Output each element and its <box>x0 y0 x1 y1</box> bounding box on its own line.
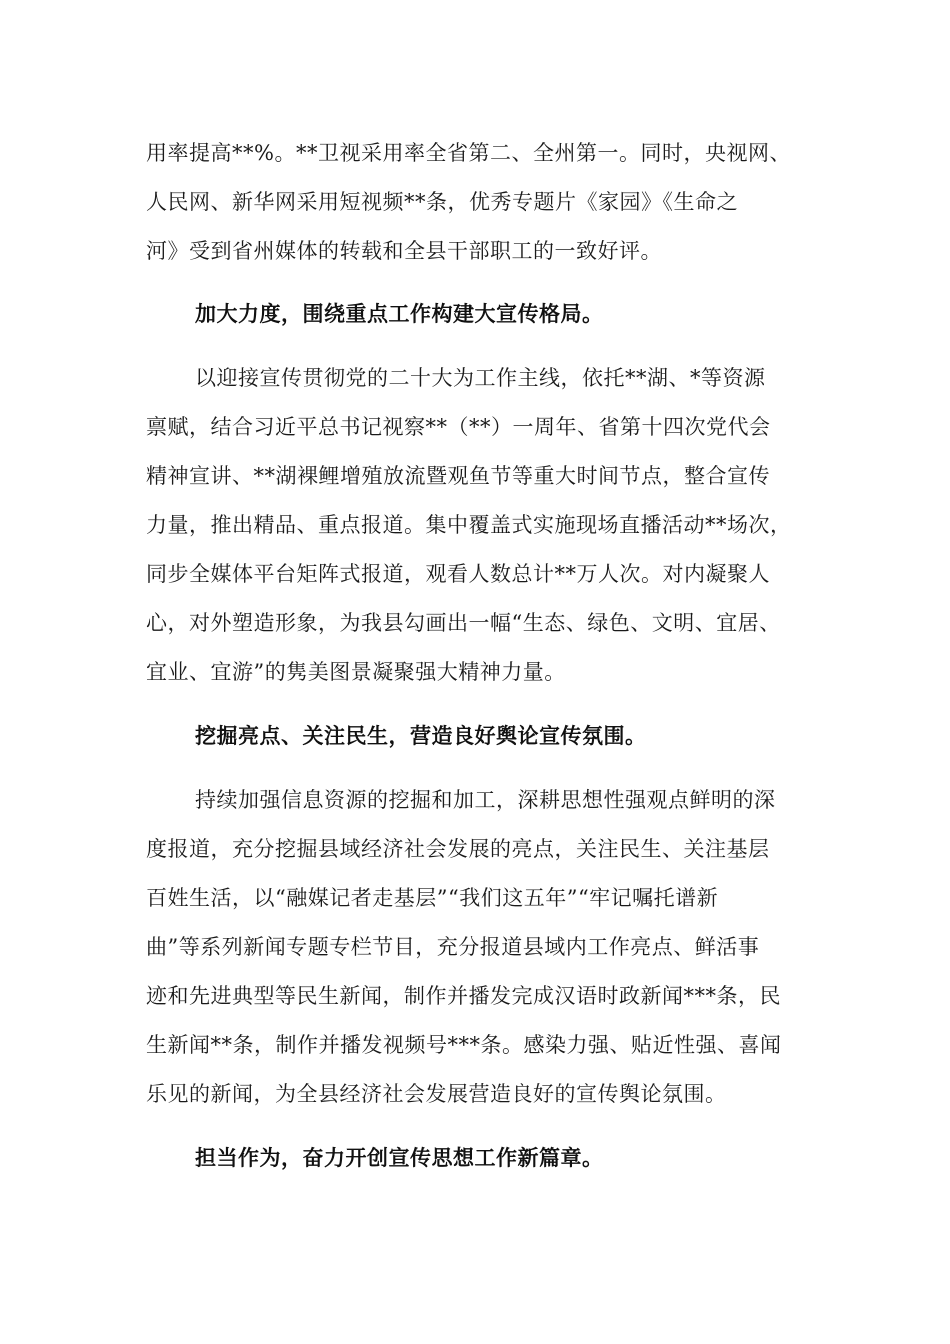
paragraph-line: 同步全媒体平台矩阵式报道，观看人数总计**万人次。对内凝聚人 <box>146 562 770 586</box>
section-heading: 加大力度，围绕重点工作构建大宣传格局。 <box>195 302 604 326</box>
paragraph-line: 百姓生活，以“融媒记者走基层”“我们这五年”“牢记嘱托谱新 <box>146 886 719 910</box>
paragraph-line: 度报道，充分挖掘县域经济社会发展的亮点，关注民生、关注基层 <box>146 837 770 861</box>
paragraph-line: 禀赋，结合习近平总书记视察**（**）一周年、省第十四次党代会 <box>146 415 771 439</box>
paragraph-line: 迹和先进典型等民生新闻，制作并播发完成汉语时政新闻***条，民 <box>146 984 781 1008</box>
section-heading: 挖掘亮点、关注民生，营造良好舆论宣传氛围。 <box>195 724 647 748</box>
paragraph-line: 曲”等系列新闻专题专栏节目，充分报道县域内工作亮点、鲜活事 <box>146 935 760 959</box>
paragraph-line: 乐见的新闻，为全县经济社会发展营造良好的宣传舆论氛围。 <box>146 1082 727 1106</box>
paragraph-line: 用率提高**%。**卫视采用率全省第二、全州第一。同时，央视网、 <box>146 141 791 165</box>
paragraph-line: 生新闻**条，制作并播发视频号***条。感染力强、贴近性强、喜闻 <box>146 1033 782 1057</box>
paragraph-line: 人民网、新华网采用短视频**条，优秀专题片《家园》《生命之 <box>146 190 738 214</box>
paragraph-line: 持续加强信息资源的挖掘和加工，深耕思想性强观点鲜明的深 <box>195 788 776 812</box>
paragraph-line: 精神宣讲、**湖裸鲤增殖放流暨观鱼节等重大时间节点，整合宣传 <box>146 464 770 488</box>
section-heading: 担当作为，奋力开创宣传思想工作新篇章。 <box>195 1146 604 1170</box>
paragraph-line: 心，对外塑造形象，为我县勾画出一幅“生态、绿色、文明、宜居、 <box>146 611 781 635</box>
paragraph-line: 以迎接宣传贯彻党的二十大为工作主线，依托**湖、*等资源 <box>195 366 766 390</box>
paragraph-line: 力量，推出精品、重点报道。集中覆盖式实施现场直播活动**场次， <box>146 513 792 537</box>
paragraph-line: 宜业、宜游”的隽美图景凝聚强大精神力量。 <box>146 660 566 684</box>
paragraph-line: 河》受到省州媒体的转载和全县干部职工的一致好评。 <box>146 239 662 263</box>
